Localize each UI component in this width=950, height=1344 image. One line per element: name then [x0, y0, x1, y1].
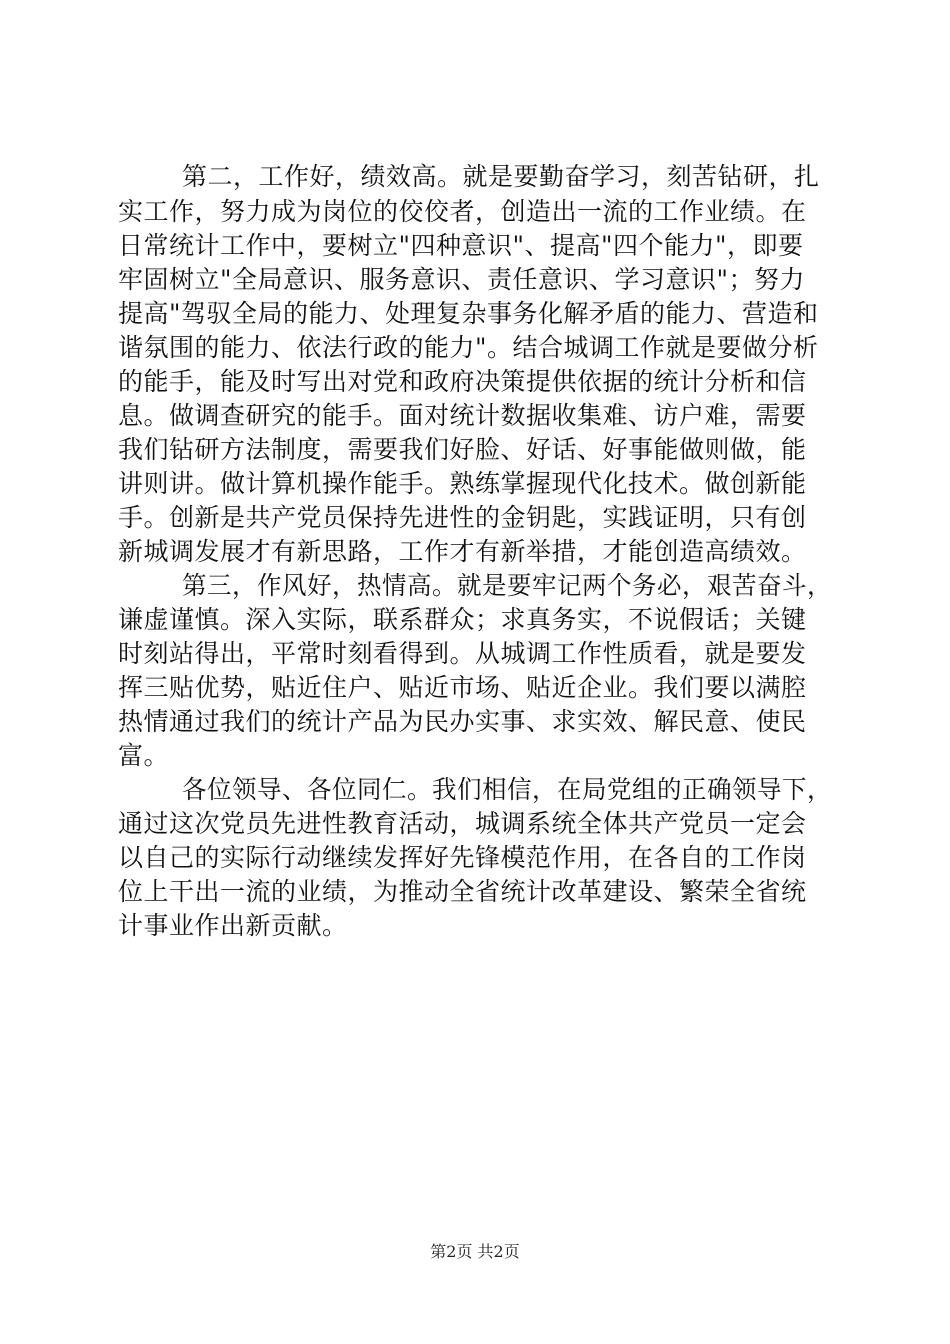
paragraph-line: 通过这次党员先进性教育活动，城调系统全体共产党员一定会 [118, 809, 807, 838]
paragraph-line: 日常统计工作中，要树立"四种意识"、提高"四个能力"，即要 [118, 231, 804, 260]
paragraph-line: 讲则讲。做计算机操作能手。熟练掌握现代化技术。做创新能 [118, 469, 807, 498]
page-number-footer: 第2页 共2页 [430, 1242, 520, 1261]
paragraph-line: 息。做调查研究的能手。面对统计数据收集难、访户难，需要 [118, 401, 807, 430]
paragraph-line: 第二，工作好，绩效高。就是要勤奋学习，刻苦钻研，扎 [182, 162, 820, 191]
paragraph-line: 提高"驾驭全局的能力、处理复杂事务化解矛盾的能力、营造和 [118, 299, 819, 328]
paragraph-line: 谐氛围的能力、依法行政的能力"。结合城调工作就是要做分析 [118, 333, 819, 362]
paragraph-line: 牢固树立"全局意识、服务意识、责任意识、学习意识"；努力 [118, 265, 806, 294]
paragraph-line: 手。创新是共产党员保持先进性的金钥匙，实践证明，只有创 [118, 503, 807, 532]
paragraph-line: 时刻站得出，平常时刻看得到。从城调工作性质看，就是要发 [118, 639, 807, 668]
paragraph-line: 我们钻研方法制度，需要我们好脸、好话、好事能做则做，能 [118, 435, 807, 464]
paragraph-line: 的能手，能及时写出对党和政府决策提供依据的统计分析和信 [118, 367, 807, 396]
paragraph-line: 位上干出一流的业绩，为推动全省统计改革建设、繁荣全省统 [118, 877, 807, 906]
paragraph-line: 以自己的实际行动继续发挥好先锋模范作用，在各自的工作岗 [118, 843, 807, 872]
paragraph-line: 各位领导、各位同仁。我们相信，在局党组的正确领导下， [182, 775, 833, 804]
paragraph-line: 挥三贴优势，贴近住户、贴近市场、贴近企业。我们要以满腔 [118, 673, 807, 702]
paragraph-line: 谦虚谨慎。深入实际，联系群众；求真务实，不说假话；关键 [118, 605, 807, 634]
paragraph-line: 实工作，努力成为岗位的佼佼者，创造出一流的工作业绩。在 [118, 197, 807, 226]
paragraph-line: 热情通过我们的统计产品为民办实事、求实效、解民意、使民 [118, 707, 807, 736]
paragraph-line: 计事业作出新贡献。 [118, 911, 348, 940]
paragraph-line: 新城调发展才有新思路，工作才有新举措，才能创造高绩效。 [118, 537, 807, 566]
paragraph-line: 第三，作风好，热情高。就是要牢记两个务必，艰苦奋斗， [182, 571, 833, 600]
paragraph-line: 富。 [118, 741, 170, 770]
